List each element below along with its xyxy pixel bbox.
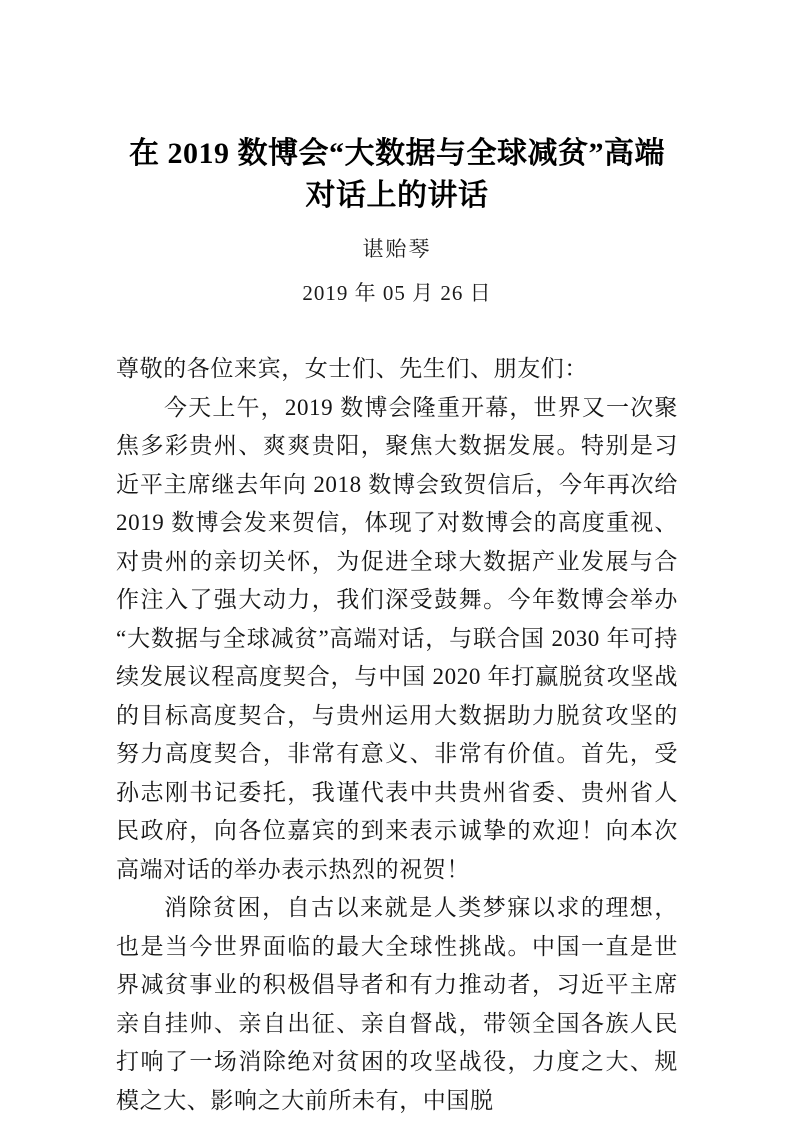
body-paragraph-1: 今天上午，2019 数博会隆重开幕，世界又一次聚焦多彩贵州、爽爽贵阳，聚焦大数据发展。特别是习近平主席继去年向 2018 数博会致贺信后，今年再次给 2019 数博会发来贺信，体现了对数博会的高度重视、对贵州的亲切关怀，为促进全球大数据产业发展与合作注入了强大动力，我们深受鼓舞。今年数博会举办“大数据与全球减贫”高端对话，与联合国 2030 年可持续发展议程高度契合，与中国 2020 年打赢脱贫攻坚战的目标高度契合，与贵州运用大数据助力脱贫攻坚的努力高度契合，非常有意义、非常有价值。首先，受孙志刚书记委托，我谨代表中共贵州省委、贵州省人民政府，向各位嘉宾的到来表示诚挚的欢迎！向本次高端对话的举办表示热烈的祝贺！ (116, 394, 678, 882)
salutation-line: 尊敬的各位来宾，女士们、先生们、朋友们： (116, 356, 588, 381)
page-title-line-1: 在 2019 数博会“大数据与全球减贫”高端 (129, 137, 665, 170)
page-title (116, 0, 678, 217)
publication-date: 2019 年 05 月 26 日 (302, 281, 492, 305)
page-title-line-2: 对话上的讲话 (305, 179, 489, 212)
document-body (116, 308, 678, 1120)
body-paragraph-2: 消除贫困，自古以来就是人类梦寐以求的理想，也是当今世界面临的最大全球性挑战。中国一直是世界减贫事业的积极倡导者和有力推动者，习近平主席亲自挂帅、亲自出征、亲自督战，带领全国各族人民打响了一场消除绝对贫困的攻坚战役，力度之大、规模之大、影响之大前所未有，中国脱 (116, 895, 678, 1113)
author-name: 谌贻琴 (362, 237, 432, 261)
document-content-column (116, 0, 678, 1120)
